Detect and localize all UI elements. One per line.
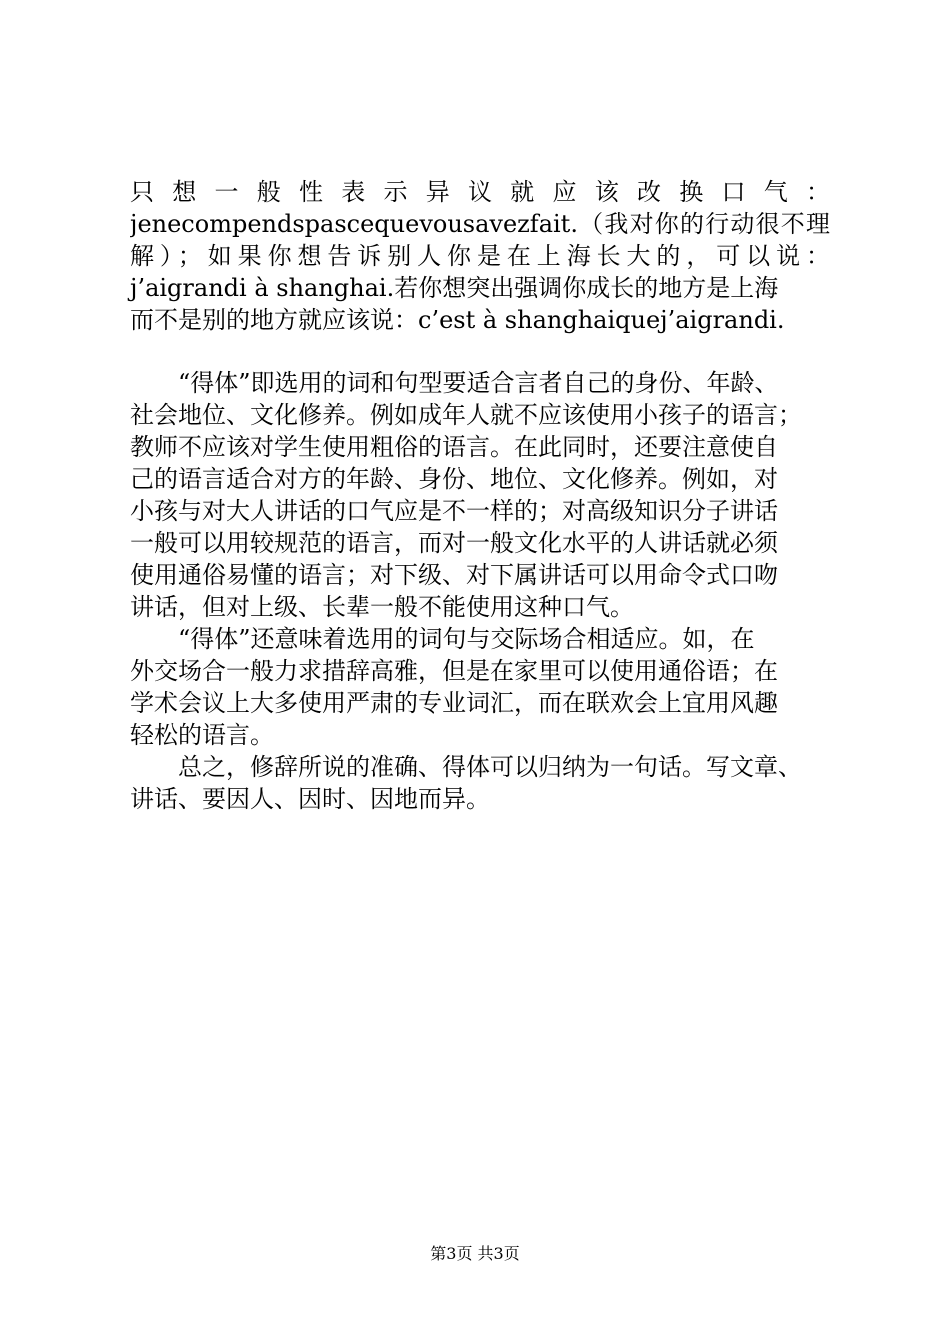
text-line: j’aigrandi à shanghai.若你想突出强调你成长的地方是上海 [130,274,779,302]
text-line: 学术会议上大多使用严肃的专业词汇，而在联欢会上宜用风趣 [130,689,778,717]
text-line: 解）；如果你想告诉别人你是在上海长大的，可以说： [130,242,830,270]
text-line: 教师不应该对学生使用粗俗的语言。在此同时，还要注意使自 [130,433,778,461]
paragraph-summary [130,751,830,815]
text-line: 使用通俗易懂的语言；对下级、对下属讲话可以用命令式口吻 [130,561,778,589]
paragraph-appropriateness-identity [130,367,830,623]
text-line: 外交场合一般力求措辞高雅，但是在家里可以使用通俗语；在 [130,657,778,685]
document-body [130,176,830,815]
text-line: 己的语言适合对方的年龄、身份、地位、文化修养。例如，对 [130,465,778,493]
text-line: 而不是别的地方就应该说：c’est à shanghaiquej’aigrandi. [130,306,785,334]
paragraph-french-examples [130,176,830,336]
text-line: 总之，修辞所说的准确、得体可以归纳为一句话。写文章、 [178,753,802,781]
page-number-footer: 第3页 共3页 [430,1244,520,1263]
text-line: 轻松的语言。 [130,721,274,749]
text-line: 社会地位、文化修养。例如成年人就不应该使用小孩子的语言； [130,401,802,429]
text-line: “得体”即选用的词和句型要适合言者自己的身份、年龄、 [178,369,779,397]
text-line: 讲话，但对上级、长辈一般不能使用这种口气。 [130,593,634,621]
text-line: 小孩与对大人讲话的口气应是不一样的；对高级知识分子讲话 [130,497,778,525]
paragraph-appropriateness-occasion [130,623,830,751]
text-line: 只 想 一 般 性 表 示 异 议 就 应 该 改 换 口 气 ： [130,178,830,206]
text-line: “得体”还意味着选用的词句与交际场合相适应。如，在 [178,625,755,653]
text-line: 一般可以用较规范的语言，而对一般文化水平的人讲话就必须 [130,529,778,557]
text-line: 讲话、要因人、因时、因地而异。 [130,785,490,813]
paragraph-gap [130,336,830,367]
text-line: jenecompendspascequevousavezfait.（我对你的行动很不理 [130,210,830,238]
